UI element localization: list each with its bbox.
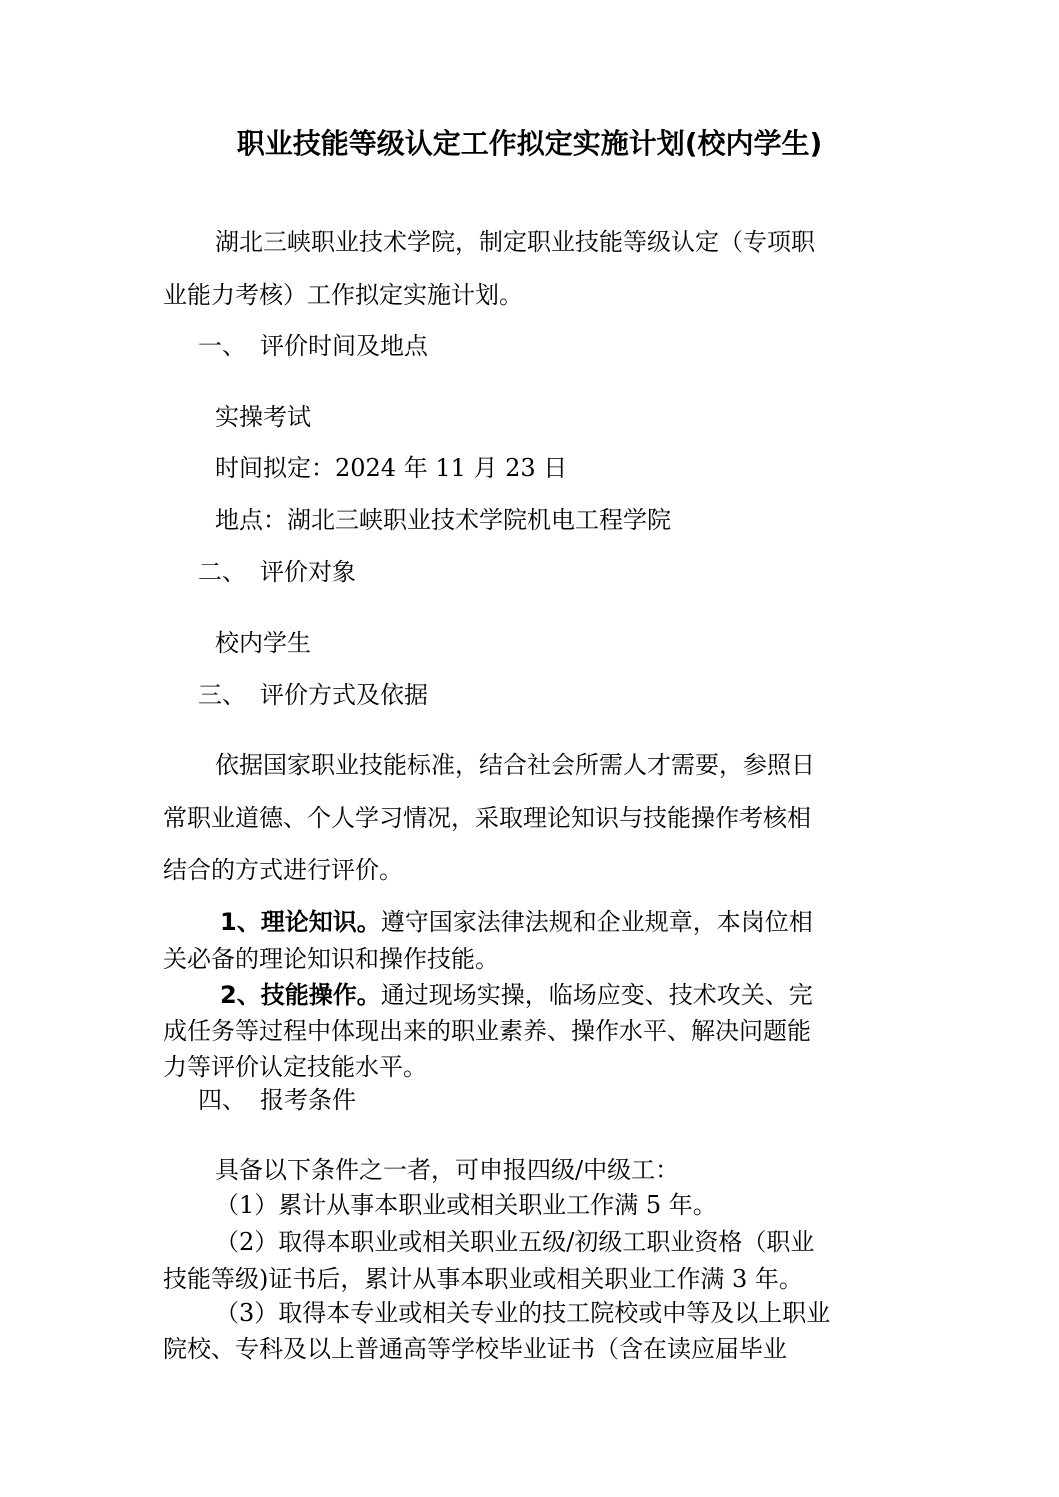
condition-2-line-1: （2）取得本职业或相关职业五级/初级工职业资格（职业	[215, 1228, 815, 1256]
page-title: 职业技能等级认定工作拟定实施计划(校内学生)	[236, 127, 823, 160]
evaluation-target: 校内学生	[215, 629, 311, 657]
item-1-lead: 1、理论知识。	[220, 908, 381, 936]
basis-line-2: 常职业道德、个人学习情况，采取理论知识与技能操作考核相	[163, 804, 811, 832]
section-2-number: 二、	[198, 558, 246, 586]
item-2-text: 通过现场实操，临场应变、技术攻关、完	[380, 981, 813, 1009]
section-4-number: 四、	[198, 1086, 246, 1114]
section-1-heading	[198, 334, 428, 358]
item-2-lead: 2、技能操作。	[220, 981, 381, 1009]
intro-line-1: 湖北三峡职业技术学院，制定职业技能等级认定（专项职	[215, 228, 815, 256]
section-3-heading	[198, 683, 428, 707]
section-3-title: 评价方式及依据	[260, 681, 428, 709]
condition-1: （1）累计从事本职业或相关职业工作满 5 年。	[215, 1191, 717, 1219]
condition-3-line-1: （3）取得本专业或相关专业的技工院校或中等及以上职业	[215, 1299, 831, 1327]
section-4-heading	[198, 1088, 356, 1112]
section-2-heading	[198, 560, 356, 584]
exam-place: 地点：湖北三峡职业技术学院机电工程学院	[215, 506, 671, 534]
item-1-line-1	[220, 910, 813, 934]
condition-2-line-2: 技能等级)证书后，累计从事本职业或相关职业工作满 3 年。	[163, 1265, 803, 1293]
intro-line-2: 业能力考核）工作拟定实施计划。	[163, 281, 523, 309]
item-2-line-2: 成任务等过程中体现出来的职业素养、操作水平、解决问题能	[163, 1017, 811, 1045]
exam-time: 时间拟定：2024 年 11 月 23 日	[215, 454, 568, 482]
item-1-line-2: 关必备的理论知识和操作技能。	[163, 945, 499, 973]
item-2-line-1	[220, 983, 813, 1007]
section-2-title: 评价对象	[260, 558, 356, 586]
exam-type: 实操考试	[215, 403, 311, 431]
condition-3-line-2: 院校、专科及以上普通高等学校毕业证书（含在读应届毕业	[163, 1335, 787, 1363]
basis-line-3: 结合的方式进行评价。	[163, 856, 403, 884]
item-1-text: 遵守国家法律法规和企业规章，本岗位相	[380, 908, 813, 936]
basis-line-1: 依据国家职业技能标准，结合社会所需人才需要，参照日	[215, 751, 815, 779]
conditions-lead: 具备以下条件之一者，可申报四级/中级工：	[215, 1156, 680, 1184]
section-3-number: 三、	[198, 681, 246, 709]
section-4-title: 报考条件	[260, 1086, 356, 1114]
section-1-number: 一、	[198, 332, 246, 360]
section-1-title: 评价时间及地点	[260, 332, 428, 360]
item-2-line-3: 力等评价认定技能水平。	[163, 1053, 427, 1081]
